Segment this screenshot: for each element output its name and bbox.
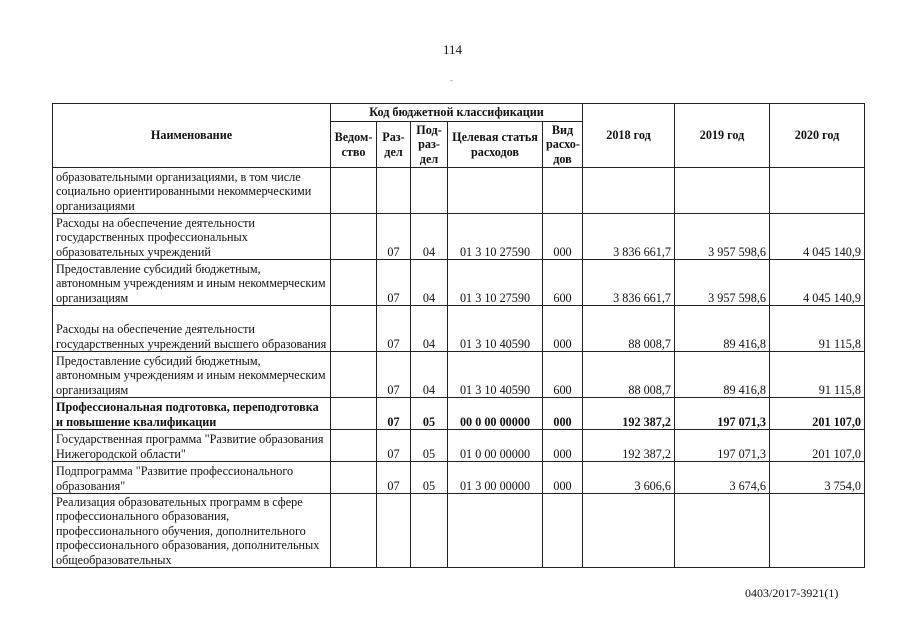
- cell-y2018: 88 008,7: [583, 306, 675, 352]
- cell-celevaya: 01 3 10 27590: [448, 214, 543, 260]
- cell-vid: 000: [543, 462, 583, 494]
- cell-y2020: [770, 494, 865, 568]
- header-2020: 2020 год: [770, 104, 865, 168]
- cell-podrazdel: [411, 494, 448, 568]
- cell-y2020: 201 107,0: [770, 430, 865, 462]
- cell-celevaya: 00 0 00 00000: [448, 398, 543, 430]
- table-row: [53, 398, 865, 430]
- cell-y2020: 201 107,0: [770, 398, 865, 430]
- table-row: [53, 352, 865, 398]
- cell-y2019: 89 416,8: [675, 352, 770, 398]
- cell-y2019: 89 416,8: [675, 306, 770, 352]
- cell-podrazdel: 04: [411, 306, 448, 352]
- cell-name: Предоставление субсидий бюджетным, автономным учреждениям и иным некоммерческим организациям: [53, 260, 331, 306]
- cell-vedom: [331, 168, 377, 214]
- cell-razdel: 07: [377, 352, 411, 398]
- cell-vedom: [331, 398, 377, 430]
- table-body: [53, 168, 865, 568]
- table-row: [53, 306, 865, 352]
- page-number: 114: [442, 42, 463, 57]
- cell-vid: 000: [543, 398, 583, 430]
- table-row: [53, 168, 865, 214]
- cell-vedom: [331, 352, 377, 398]
- cell-celevaya: 01 3 10 40590: [448, 306, 543, 352]
- cell-razdel: 07: [377, 462, 411, 494]
- cell-celevaya: [448, 494, 543, 568]
- cell-vedom: [331, 462, 377, 494]
- cell-razdel: [377, 494, 411, 568]
- table-row: [53, 494, 865, 568]
- cell-razdel: 07: [377, 306, 411, 352]
- cell-podrazdel: 05: [411, 398, 448, 430]
- cell-y2018: 88 008,7: [583, 352, 675, 398]
- cell-y2020: 91 115,8: [770, 306, 865, 352]
- table-row: [53, 214, 865, 260]
- cell-y2020: [770, 168, 865, 214]
- cell-podrazdel: [411, 168, 448, 214]
- cell-celevaya: 01 3 10 27590: [448, 260, 543, 306]
- cell-vid: 000: [543, 430, 583, 462]
- cell-vid: 000: [543, 306, 583, 352]
- cell-name: Расходы на обеспечение деятельности государственных профессиональных образовательных учреждений: [53, 214, 331, 260]
- cell-name: Государственная программа "Развитие образования Нижегородской области": [53, 430, 331, 462]
- table-row: [53, 260, 865, 306]
- budget-table: [52, 103, 865, 568]
- cell-y2018: [583, 168, 675, 214]
- cell-y2019: 3 674,6: [675, 462, 770, 494]
- cell-y2019: 197 071,3: [675, 398, 770, 430]
- cell-name: Предоставление субсидий бюджетным, автономным учреждениям и иным некоммерческим организациям: [53, 352, 331, 398]
- cell-razdel: 07: [377, 260, 411, 306]
- cell-celevaya: 01 3 10 40590: [448, 352, 543, 398]
- cell-razdel: 07: [377, 398, 411, 430]
- header-podrazdel: Под-раз-дел: [411, 122, 448, 168]
- header-razdel: Раз-дел: [377, 122, 411, 168]
- table-row: [53, 430, 865, 462]
- cell-podrazdel: 04: [411, 214, 448, 260]
- cell-y2020: 4 045 140,9: [770, 214, 865, 260]
- cell-celevaya: [448, 168, 543, 214]
- cell-podrazdel: 04: [411, 260, 448, 306]
- cell-y2018: 3 836 661,7: [583, 214, 675, 260]
- header-code-group: Код бюджетной классификации: [331, 104, 583, 122]
- cell-vid: 600: [543, 260, 583, 306]
- header-celevaya: Целевая статья расходов: [448, 122, 543, 168]
- cell-vid: [543, 168, 583, 214]
- header-vid: Вид расхо-дов: [543, 122, 583, 168]
- cell-vid: 000: [543, 214, 583, 260]
- cell-celevaya: 01 3 00 00000: [448, 462, 543, 494]
- cell-vid: [543, 494, 583, 568]
- scan-dot: -: [450, 76, 453, 85]
- cell-y2020: 91 115,8: [770, 352, 865, 398]
- cell-y2018: 3 606,6: [583, 462, 675, 494]
- cell-y2019: [675, 494, 770, 568]
- cell-name: Профессиональная подготовка, переподготовка и повышение квалификации: [53, 398, 331, 430]
- cell-y2019: 197 071,3: [675, 430, 770, 462]
- cell-y2018: 192 387,2: [583, 398, 675, 430]
- cell-vedom: [331, 214, 377, 260]
- cell-y2019: [675, 168, 770, 214]
- cell-vedom: [331, 260, 377, 306]
- header-name: Наименование: [53, 104, 331, 168]
- cell-name: Расходы на обеспечение деятельности государственных учреждений высшего образования: [53, 306, 331, 352]
- cell-vedom: [331, 430, 377, 462]
- cell-podrazdel: 05: [411, 430, 448, 462]
- cell-name: образовательными организациями, в том числе социально ориентированными некоммерческими организациями: [53, 168, 331, 214]
- cell-y2018: 192 387,2: [583, 430, 675, 462]
- cell-vid: 600: [543, 352, 583, 398]
- cell-name: Подпрограмма "Развитие профессионального образования": [53, 462, 331, 494]
- header-2018: 2018 год: [583, 104, 675, 168]
- cell-y2020: 3 754,0: [770, 462, 865, 494]
- cell-y2019: 3 957 598,6: [675, 214, 770, 260]
- cell-razdel: [377, 168, 411, 214]
- cell-y2019: 3 957 598,6: [675, 260, 770, 306]
- cell-celevaya: 01 0 00 00000: [448, 430, 543, 462]
- cell-y2018: 3 836 661,7: [583, 260, 675, 306]
- table-header: [53, 104, 865, 168]
- cell-y2020: 4 045 140,9: [770, 260, 865, 306]
- header-vedom: Ведом-ство: [331, 122, 377, 168]
- header-2019: 2019 год: [675, 104, 770, 168]
- table-row: [53, 462, 865, 494]
- cell-y2018: [583, 494, 675, 568]
- cell-vedom: [331, 306, 377, 352]
- cell-razdel: 07: [377, 214, 411, 260]
- cell-name: Реализация образовательных программ в сфере профессионального образования, профессионального обучения, дополнительного профессионального образования, дополнительных общеобразовательных: [53, 494, 331, 568]
- document-code: 0403/2017-3921(1): [745, 586, 839, 600]
- cell-podrazdel: 05: [411, 462, 448, 494]
- cell-vedom: [331, 494, 377, 568]
- cell-razdel: 07: [377, 430, 411, 462]
- cell-podrazdel: 04: [411, 352, 448, 398]
